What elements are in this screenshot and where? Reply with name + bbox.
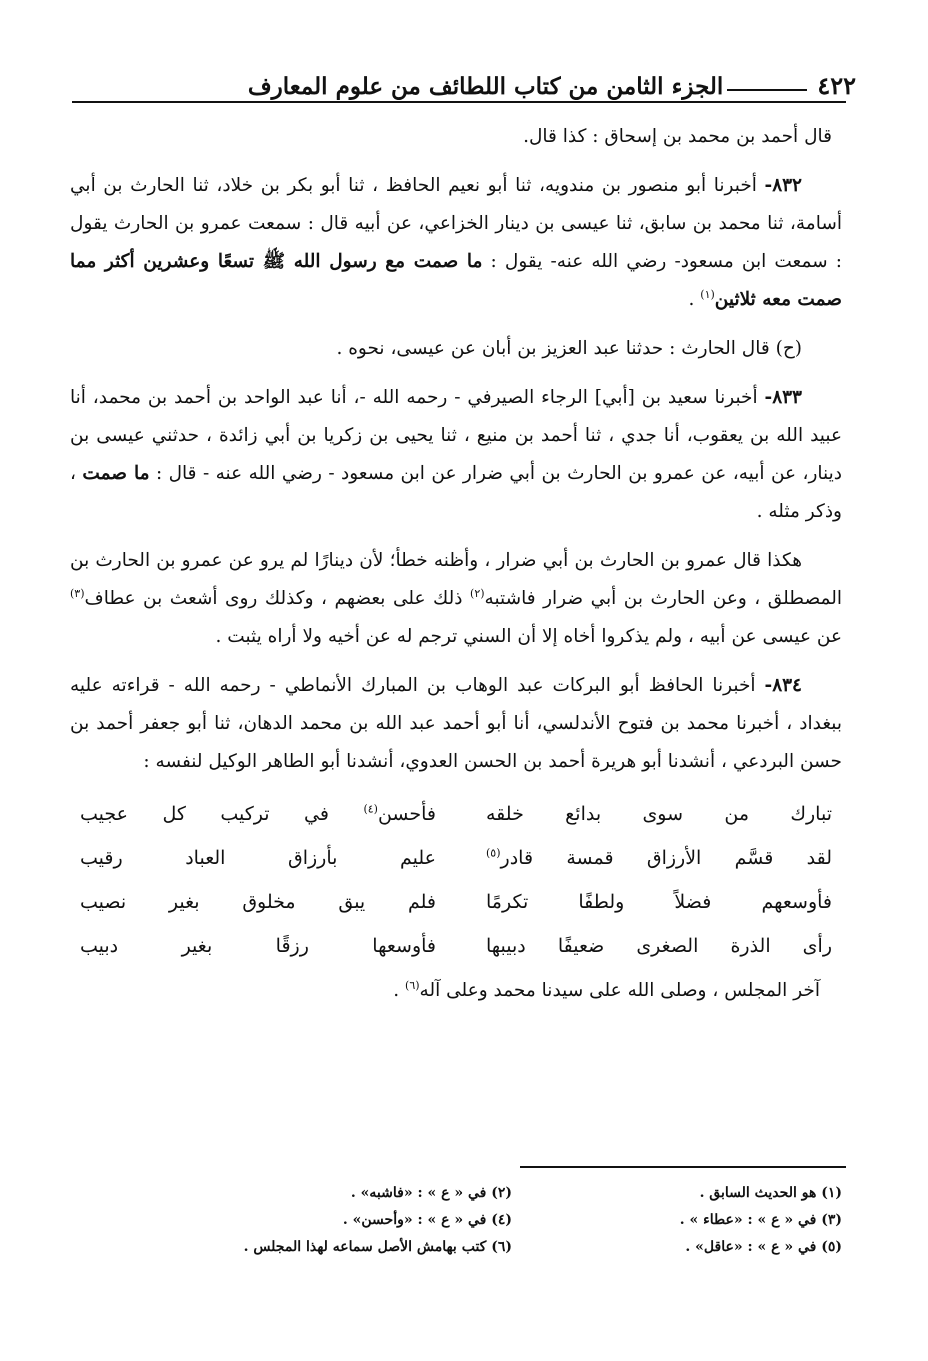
hadith-number: ٨٣٤- [764,675,802,696]
poem-verse [70,880,842,924]
poem-verse [70,924,842,968]
verse-second-hemistich: عليم بأرزاق العباد رقيب [80,847,436,869]
paragraph-ha-text: (ح) قال الحارث : حدثنا عبد العزيز بن أبان عن عيسى، نحوه . [336,338,802,359]
footnote-row [180,1234,842,1261]
verse-second-hemistich [80,795,436,833]
header-title: الجزء الثامن من كتاب اللطائف من علوم المعارف [247,73,724,100]
footnote-ref: (٥) [486,846,501,860]
footnote-ref: (٤) [363,802,378,816]
paragraph-intro [70,118,842,156]
page-number: ٤٢٢ [817,71,856,100]
running-header [72,66,856,100]
commentary-text-b: ذلك على بعضهم ، وكذلك روى أشعث بن عطاف [84,588,471,609]
verse-text: لقد قسَّم الأرزاق قمسة قادر [500,847,832,869]
closing-text: آخر المجلس ، وصلى الله على سيدنا محمد وعلى آله [419,980,820,1001]
footnote-3: (٣) في « ع » : «عطاء » . [679,1212,842,1228]
verse-word: فأحسن [377,803,436,825]
header-dash [727,89,807,91]
verse-first-hemistich: فأوسعهم فضلاً ولطفًا تكرمًا [486,891,832,913]
hadith-end: ، وذكر مثله . [70,463,842,522]
footnote-2: (٢) في « ع » : «فاشبه» . [350,1185,512,1201]
hadith-chain: أخبرنا سعيد بن [أبي] الرجاء الصيرفي - رحمه الله -، أنا عبد الواحد بن أحمد بن محمد، أنا عبيد الله بن يعقوب، أنا جدي ، ثنا أحمد بن منيع ، ثنا يحيى بن زكريا بن أبي زائدة ، حدثني عيسى بن دينار، عن أبيه، عن عمرو بن الحارث بن أبي ضرار عن ابن مسعود - رضي الله عنه - قال : [70,387,842,484]
hadith-chain: أخبرنا الحافظ أبو البركات عبد الوهاب بن المبارك الأنماطي - رحمه الله - قراءته عليه ببغداد ، أخبرنا محمد بن فتوح الأندلسي، أنا أبو أحمد عبد الله بن محمد الدهان، ثنا أبو جعفر أحمد بن حسن البردعي ، أنشدنا أبو هريرة أحمد بن الحسن العدوي، أنشدنا أبو الطاهر الوكيل لنفسه : [70,675,842,772]
commentary-text-a: هكذا قال عمرو بن الحارث بن أبي ضرار ، وأظنه خطأ؛ لأن دينارًا لم يرو عن عمرو بن الحارث بن المصطلق ، وعن الحارث بن أبي ضرار فاشتبه [70,550,842,609]
hadith-chain: أخبرنا أبو منصور بن مندويه، ثنا أبو نعيم الحافظ ، ثنا أبو بكر بن خلاد، ثنا الحارث بن أبي أسامة، ثنا محمد بن سابق، ثنا عيسى بن دينار الخزاعي، عن أبيه قال : سمعت عمرو بن الحارث يقول : سمعت ابن مسعود- رضي الله عنه- يقول : [70,175,842,272]
poem [70,792,842,968]
paragraph-ha [70,330,842,368]
verse-second-hemistich: فأوسعها رزقًا بغير دبيب [80,935,436,957]
header-rule [72,101,846,103]
hadith-matn: ما صمت [82,463,150,484]
footnote-4: (٤) في « ع » : «وأحسن» . [342,1212,512,1228]
footnote-ref: (٦) [405,978,420,992]
body-text [70,118,842,1010]
footnotes [180,1180,842,1261]
paragraph-intro-text: قال أحمد بن محمد بن إسحاق : كذا قال. [523,126,832,147]
footnote-ref: (١) [700,287,715,301]
verse-rest: في تركيب كل عجيب [80,803,364,825]
commentary-paragraph [70,542,842,656]
hadith-833 [70,379,842,531]
footnote-ref: (٢) [470,586,485,600]
footnote-row [180,1207,842,1234]
hadith-834 [70,667,842,781]
footnote-ref: (٣) [70,586,85,600]
closing-line [70,972,842,1010]
verse-second-hemistich: فلم يبق مخلوق بغير نصيب [80,891,436,913]
footnote-5: (٥) في « ع » : «عاقل» . [685,1239,842,1255]
verse-first-hemistich: رأى الذرة الصغرى ضعيفًا دبيبها [486,935,832,957]
footnote-1: (١) هو الحديث السابق . [699,1185,842,1201]
hadith-matn: ما صمت مع رسول الله ﷺ تسعًا وعشرين أكثر مما صمت معه ثلاثين [70,251,842,310]
verse-first-hemistich: تبارك من سوى بدائع خلقه [486,803,832,825]
hadith-number: ٨٣٢- [764,175,802,196]
poem-verse [70,792,842,836]
hadith-end: . [688,289,701,310]
footnote-rule [520,1166,846,1168]
closing-end: . [393,980,406,1001]
footnote-6: (٦) كتب بهامش الأصل سماعه لهذا المجلس . [243,1239,512,1255]
hadith-number: ٨٣٣- [764,387,802,408]
hadith-832 [70,167,842,319]
poem-verse [70,836,842,880]
footnote-row [180,1180,842,1207]
commentary-text-c: عن عيسى عن أبيه ، ولم يذكروا أخاه إلا أن السني ترجم له عن أخيه ولا أراه يثبت . [215,626,842,647]
verse-first-hemistich [486,839,842,877]
